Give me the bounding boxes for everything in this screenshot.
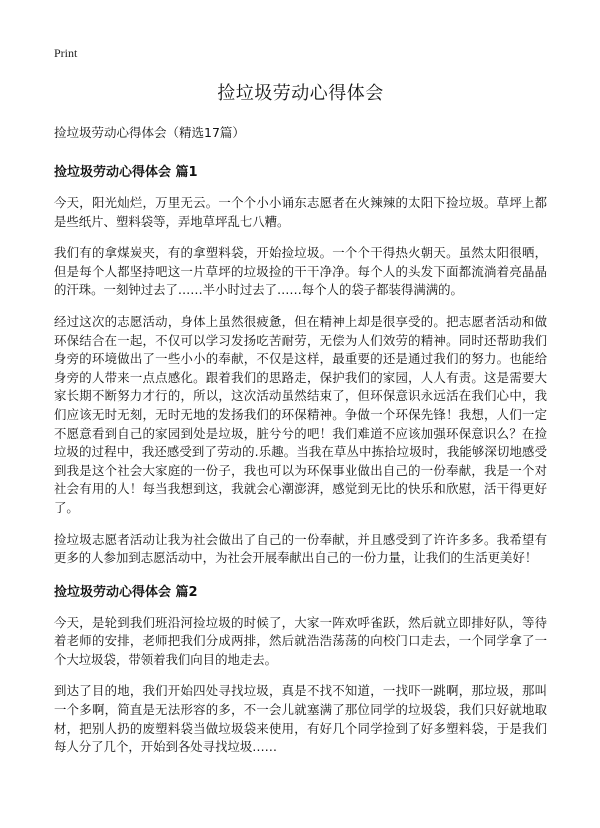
paragraph: 我们有的拿煤炭夹，有的拿塑料袋，开始捡垃圾。一个个干得热火朝天。虽然太阳很晒，但是每个人都坚持吧这一片草坪的垃圾捡的干干净净。每个人的头发下面都流淌着亮晶晶的汗珠。一刻钟过去了……半小时过去了……每个人的袋子都装得满满的。 [54,245,547,298]
section-2 [54,581,547,757]
section-heading: 捡垃圾劳动心得体会 篇2 [54,584,198,600]
paragraph: 经过这次的志愿活动，身体上虽然很疲惫，但在精神上却是很享受的。把志愿者活动和做环保结合在一起，不仅可以学习发扬吃苦耐劳，无偿为人们效劳的精神。同时还帮助我们身旁的环境做出了一些小小的奉献，不仅是这样，最重要的还是通过我们的努力。也能给身旁的人带来一点点感化。跟着我们的思路走，保护我们的家园，人人有责。这是需要大家长期不断努力才行的，所以，这次活动虽然结束了，但环保意识永远活在我们心中，我们应该无时无刻，无时无地的发扬我们的环保精神。争做一个环保先锋！我想，人们一定不愿意看到自己的家园到处是垃圾，脏兮兮的吧！我们难道不应该加强环保意识么？在捡垃圾的过程中，我还感受到了劳动的.乐趣。当我在草丛中拣拾垃圾时，我能够深切地感受到我是这个社会大家庭的一份子，我也可以为环保事业做出自己的一份奉献，我是一个对社会有用的人！每当我想到这，我就会心潮澎湃，感觉到无比的快乐和欣慰，活干得更好了。 [54,313,547,515]
page-title: 捡垃圾劳动心得体会 [217,83,384,104]
section-1 [54,161,547,568]
paragraph: 今天，阳光灿烂，万里无云。一个个小小诵东志愿者在火辣辣的太阳下捡垃圾。草坪上都是些纸片、塑料袋等，弄地草坪乱七八糟。 [54,195,547,229]
paragraph: 今天，是轮到我们班沿河捡垃圾的时候了，大家一阵欢呼雀跃，然后就立即排好队，等待着老师的安排，老师把我们分成两排，然后就浩浩荡荡的向校门口走去，一个同学拿了一个大垃圾袋，带领着我们向目的地走去。 [54,614,547,667]
document-subtitle: 捡垃圾劳动心得体会（精选17篇） [54,125,245,140]
paragraph: 到达了目的地，我们开始四处寻找垃圾，真是不找不知道，一找吓一跳啊，那垃圾，那叫一个多啊，简直是无法形容的多，不一会儿就塞满了那位同学的垃圾袋，我们只好就地取材，把别人扔的废塑料袋当做垃圾袋来使用，有好几个同学捡到了好多塑料袋，于是我们每人分了几个，开始到各处寻找垃圾…… [54,683,547,755]
print-link[interactable]: Print [54,46,78,60]
paragraph: 捡垃圾志愿者活动让我为社会做出了自己的一份奉献，并且感受到了许许多多。我希望有更多的人参加到志愿活动中，为社会开展奉献出自己的一份力量，让我们的生活更美好！ [54,531,547,566]
section-heading: 捡垃圾劳动心得体会 篇1 [54,165,198,180]
